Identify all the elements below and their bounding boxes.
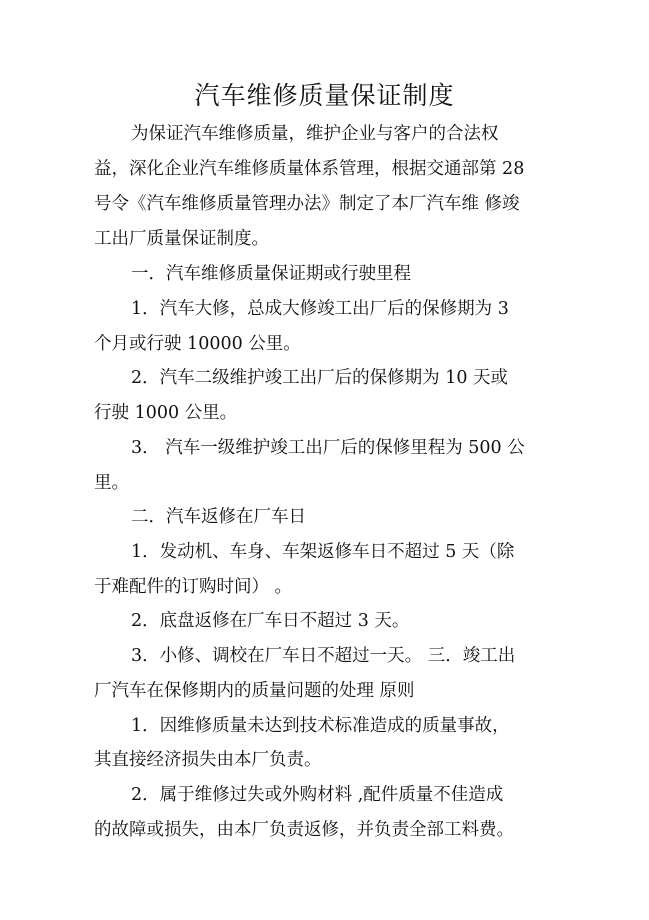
paragraph-line: 1．汽车大修，总成大修竣工出厂后的保修期为 3 [131,299,509,319]
paragraph-line: 行驶 1000 公里。 [94,403,238,423]
paragraph-line: 2．属于维修过失或外购材料 ,配件质量不佳造成 [131,785,504,805]
section-heading: 一．汽车维修质量保证期或行驶里程 [131,264,411,284]
paragraph-line: 工出厂质量保证制度。 [94,229,269,249]
paragraph-line: 1．发动机、车身、车架返修车日不超过 5 天（除 [131,542,515,562]
paragraph-line: 厂汽车在保修期内的质量问题的处理 原则 [94,681,415,701]
paragraph-line: 其直接经济损失由本厂负责。 [94,750,322,770]
paragraph-line: 于难配件的订购时间） 。 [94,577,293,597]
paragraph-line: 里。 [94,473,129,493]
paragraph-line: 个月或行驶 10000 公里。 [94,334,301,354]
paragraph-line: 的故障或损失，由本厂负责返修，并负责全部工料费。 [94,820,514,840]
paragraph-line: 号令《汽车维修质量管理办法》制定了本厂汽车维 修竣 [94,194,520,214]
paragraph-line: 2．底盘返修在厂车日不超过 3 天。 [131,611,410,631]
document-title: 汽车维修质量保证制度 [194,81,455,110]
section-heading: 二．汽车返修在厂车日 [131,507,306,527]
paragraph-line: 益，深化企业汽车维修质量体系管理，根据交通部第 28 [94,159,525,179]
paragraph-line: 3．小修、调校在厂车日不超过一天。 三．竣工出 [131,646,516,666]
paragraph-line: 为保证汽车维修质量，维护企业与客户的合法权 [131,124,499,144]
paragraph-line: 3． 汽车一级维护竣工出厂后的保修里程为 500 公 [131,438,525,458]
paragraph-line: 1．因维修质量未达到技术标准造成的质量事故， [131,716,510,736]
paragraph-line: 2．汽车二级维护竣工出厂后的保修期为 10 天或 [131,368,509,388]
